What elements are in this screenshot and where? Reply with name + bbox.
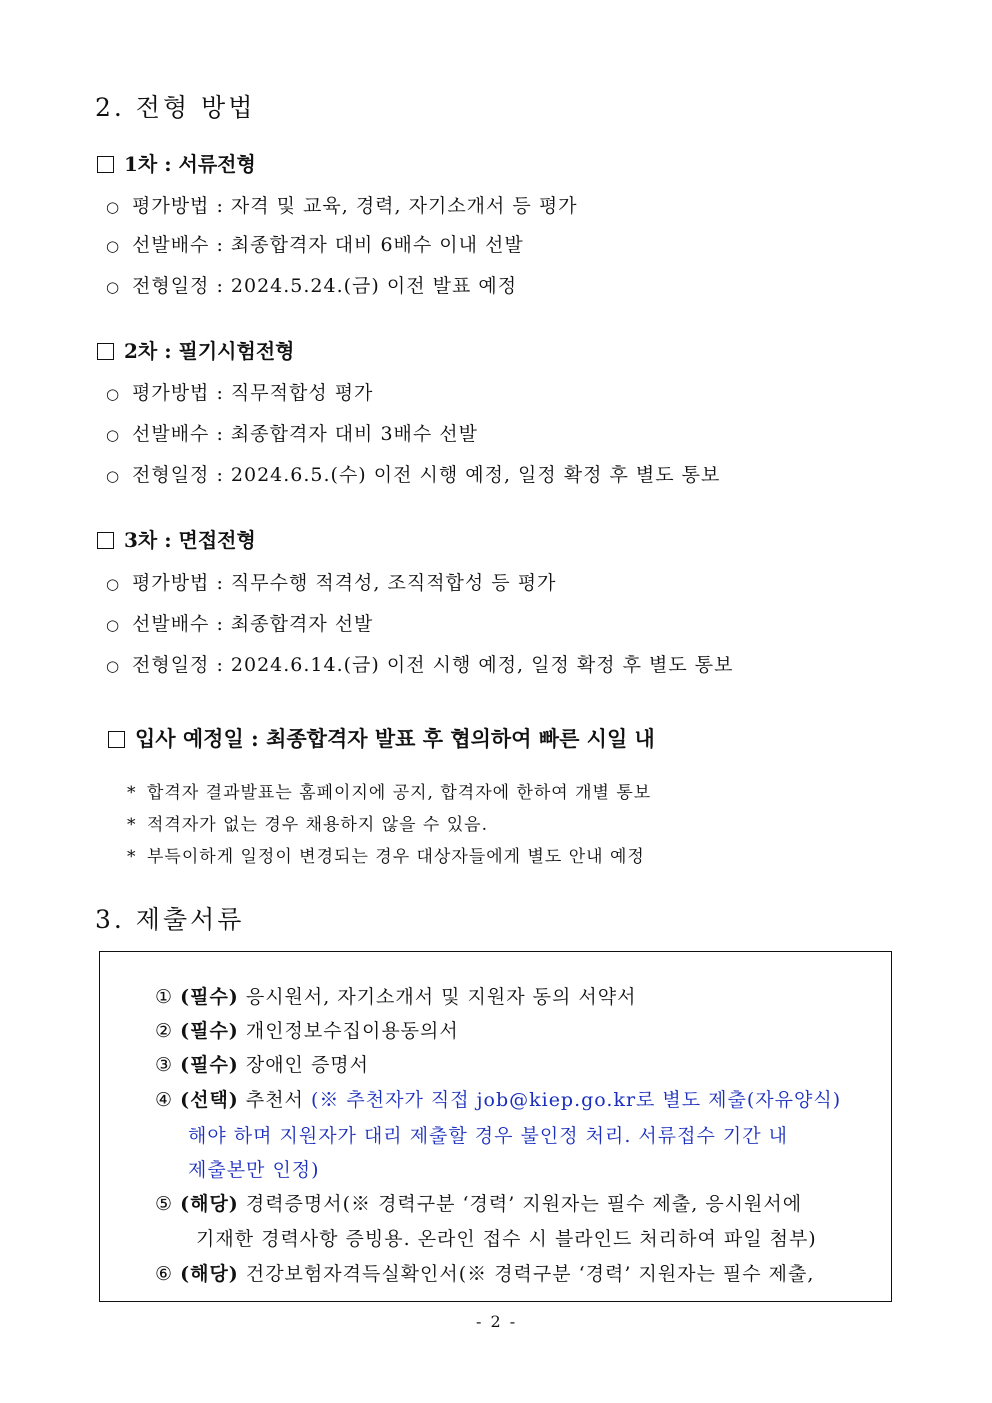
circle-bullet-icon: ○ [106, 385, 121, 403]
square-bullet-icon [108, 731, 125, 748]
square-bullet-icon [97, 343, 114, 360]
stage-2-item: ○ 평가방법 : 직무적합성 평가 [106, 382, 374, 404]
circle-bullet-icon: ○ [106, 237, 121, 255]
section-title-selection: 2. 전형 방법 [95, 93, 256, 122]
circle-bullet-icon: ○ [106, 616, 121, 634]
stage-3-item: ○ 선발배수 : 최종합격자 선발 [106, 613, 374, 635]
asterisk-icon: * [127, 847, 137, 867]
stage-1-item: ○ 전형일정 : 2024.5.24.(금) 이전 발표 예정 [106, 275, 518, 297]
document-item: ⑥ (해당) 건강보험자격득실확인서(※ 경력구분 ‘경력’ 지원자는 필수 제출, [155, 1263, 815, 1285]
asterisk-icon: * [127, 783, 137, 803]
circle-bullet-icon: ○ [106, 657, 121, 675]
note-item: * 적격자가 없는 경우 채용하지 않을 수 있음. [127, 815, 489, 835]
page-number: - 2 - [476, 1312, 518, 1331]
stage-3-heading: 3차 : 면접전형 [97, 524, 256, 553]
document-item: ④ (선택) 추천서 (※ 추천자가 직접 job@kiep.go.kr로 별도 제출(자유양식) [155, 1089, 842, 1111]
stage-3-item: ○ 평가방법 : 직무수행 적격성, 조직적합성 등 평가 [106, 572, 557, 594]
circle-bullet-icon: ○ [106, 575, 121, 593]
stage-1-item: ○ 선발배수 : 최종합격자 대비 6배수 이내 선발 [106, 234, 524, 256]
circle-bullet-icon: ○ [106, 278, 121, 296]
stage-2-item: ○ 전형일정 : 2024.6.5.(수) 이전 시행 예정, 일정 확정 후 별도 통보 [106, 464, 721, 486]
note-item: * 합격자 결과발표는 홈페이지에 공지, 합격자에 한하여 개별 통보 [127, 783, 652, 803]
section-title-documents: 3. 제출서류 [95, 905, 245, 934]
document-item-continuation: 기재한 경력사항 증빙용. 온라인 접수 시 블라인드 처리하여 파일 첨부) [196, 1228, 817, 1250]
document-item: ② (필수) 개인정보수집이용동의서 [155, 1020, 459, 1042]
document-item: ③ (필수) 장애인 증명서 [155, 1054, 370, 1076]
stage-3-item: ○ 전형일정 : 2024.6.14.(금) 이전 시행 예정, 일정 확정 후 별도 통보 [106, 654, 734, 676]
join-date-heading: 입사 예정일 : 최종합격자 발표 후 협의하여 빠른 시일 내 [108, 723, 655, 753]
document-item-continuation: 해야 하며 지원자가 대리 제출할 경우 불인정 처리. 서류접수 기간 내 [188, 1125, 788, 1147]
circle-bullet-icon: ○ [106, 426, 121, 444]
square-bullet-icon [97, 532, 114, 549]
stage-1-item: ○ 평가방법 : 자격 및 교육, 경력, 자기소개서 등 평가 [106, 195, 578, 217]
document-item: ⑤ (해당) 경력증명서(※ 경력구분 ‘경력’ 지원자는 필수 제출, 응시원서에 [155, 1193, 803, 1215]
stage-2-item: ○ 선발배수 : 최종합격자 대비 3배수 선발 [106, 423, 478, 445]
stage-2-heading: 2차 : 필기시험전형 [97, 335, 294, 364]
document-item: ① (필수) 응시원서, 자기소개서 및 지원자 동의 서약서 [155, 986, 637, 1008]
asterisk-icon: * [127, 815, 137, 835]
circle-bullet-icon: ○ [106, 198, 121, 216]
document-item-continuation: 제출본만 인정) [188, 1159, 320, 1181]
circle-bullet-icon: ○ [106, 467, 121, 485]
square-bullet-icon [97, 156, 114, 173]
note-item: * 부득이하게 일정이 변경되는 경우 대상자들에게 별도 안내 예정 [127, 847, 645, 867]
stage-1-heading: 1차 : 서류전형 [97, 148, 256, 177]
